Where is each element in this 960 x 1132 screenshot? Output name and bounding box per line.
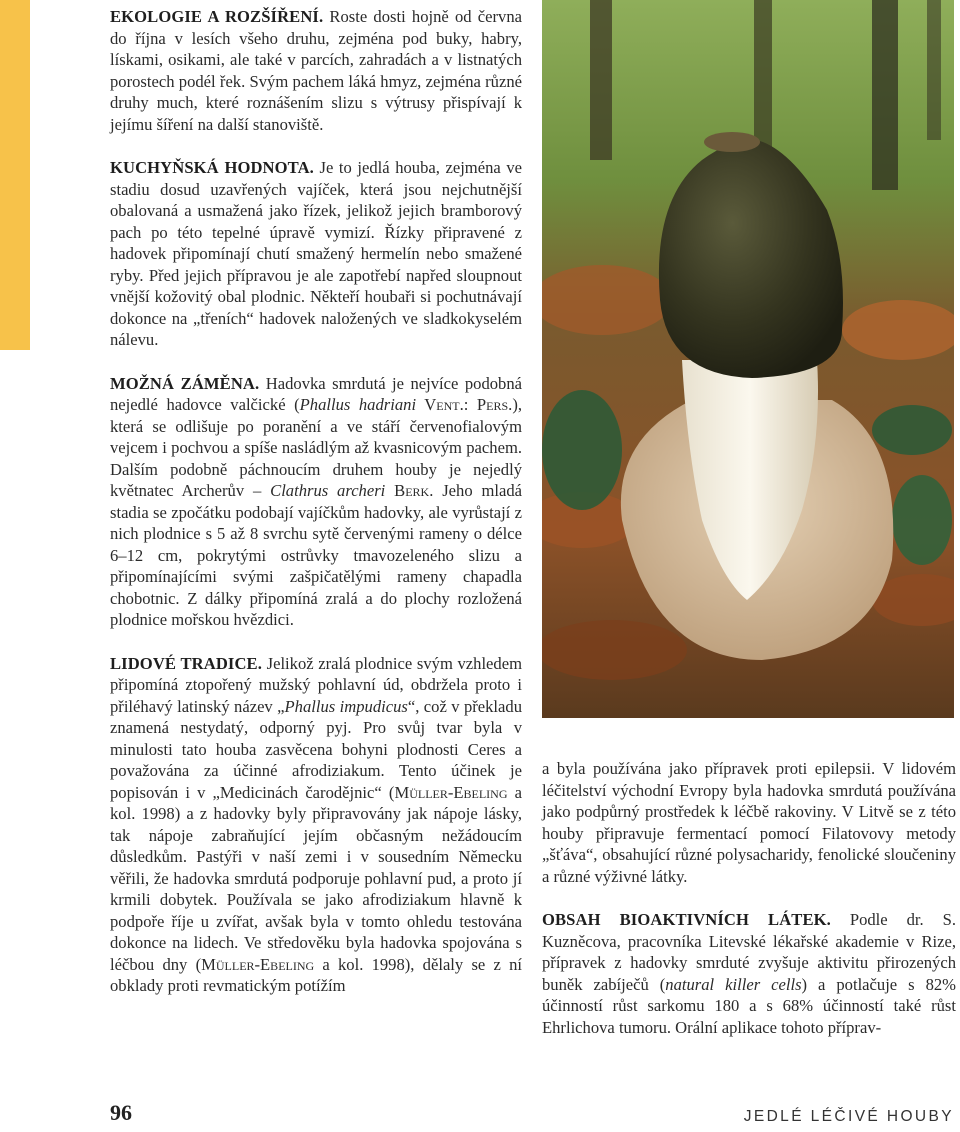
tradition-heading: LIDOVÉ TRADICE. <box>110 653 262 673</box>
yellow-accent-bar <box>0 0 30 350</box>
stinkhorn-mushroom-photo <box>542 0 954 718</box>
confusion-text-2: ), která se odlišuje po poranění a ve stáří červenofialovým vejcem i pochvou a spíše nasládlým až kvasnicovým pachem. Dalším podobně páchnoucím druhem houby je nejedlý květnatec Archerův – <box>110 395 522 500</box>
running-title: JEDLÉ LÉČIVÉ HOUBY <box>743 1108 954 1125</box>
culinary-heading: KUCHYŇSKÁ HODNOTA. <box>110 158 314 177</box>
right-column <box>542 758 956 1060</box>
bioactive-text-1: Podle dr. S. Kuzněcova, pracovníka Litevské lékařské akademie v Rize, přípravek z hadovky smrduté zvyšuje aktivitu přirozených buněk zabíječů ( <box>542 910 956 994</box>
mushroom-illustration <box>542 0 954 718</box>
section-bioactive <box>542 909 956 1038</box>
tradition-text-3: a kol. 1998) a z hadovky byly připravovány jak nápoje lásky, tak nápoje zabraňující jejím občasným nežádoucím důsledkům. Pastýři v naší zemi i v sousedním Německu věřili, že hadovka smrdutá podporuje pohlavní pud, a proto jí krmili dobytek. Používala se jako afrodiziakum hlavně k podpoře říje u zvířat, avšak byla v tomto ohledu testována dokonce na lidech. Ve středověku byla hadovka spojována s léčbou dny ( <box>110 782 523 974</box>
bioactive-heading: OBSAH BIOAKTIVNÍCH LÁTEK. <box>542 910 831 929</box>
ecology-text: Roste dosti hojně od června do října v lesích všeho druhu, zejména pod buky, habry, lískami, osikami, ale také v parcích, zahradách a v listnatých porostech podél řek. Svým pachem láká hmyz, zejména různé druhy much, které roznášením slizu s výtrusy přispívají k jejímu šíření na další stanoviště. <box>110 7 522 134</box>
section-culinary <box>110 157 522 351</box>
citation-muller-ebeling-1: Müller-Ebeling <box>394 782 508 802</box>
section-tradition-continued <box>542 758 956 887</box>
confusion-text-3: Jeho mladá stadia se zpočátku podobají vajíčkům hadovky, ale vyrůstají z nich plodnice s 5 až 8 svrchu sytě červenými rameny o délce 6–12 cm, pokrytými ostrůvky tmavozeleného slizu a připomínajícími svými zašpičatělými rameny chapadla chobotnic. Z dálky připomíná zralá a do plochy rozložená plodnice mořskou hvězdici. <box>110 481 522 629</box>
ecology-heading: EKOLOGIE A ROZŠÍŘENÍ. <box>110 7 324 26</box>
tradition-continued-text: a byla používána jako přípravek proti epilepsii. V lidovém léčitelství východní Evropy byla hadovka smrdutá používána jako podpůrný prostředek k léčbě rakoviny. V Litvě se z této houby připravuje fermentací pomocí Filatovovy metody „šťáva“, obsahující různé polysacharidy, fenolické sloučeniny a různé výživné látky. <box>542 759 956 886</box>
tradition-text-2: “, což v překladu znamená nestydatý, odporný pyj. Pro svůj tvar byla v minulosti tato houba zasvěcena bohyni plodnosti Ceres a považována za účinné afrodiziakum. Tento účinek je popisován i v „Medicinách čarodějnic“ ( <box>110 696 522 802</box>
left-column <box>110 6 522 1019</box>
section-tradition <box>110 653 522 997</box>
tradition-text-1: Jelikož zralá plodnice svým vzhledem připomíná ztopořený mužský pohlavní úd, obdržela proto i přiléhavý latinský název „ <box>110 653 522 716</box>
confusion-text-1: Hadovka smrdutá je nejvíce podobná nejedlé hadovce valčické ( <box>110 373 523 414</box>
latin-name-clathrus-archeri: Clathrus archeri <box>270 481 386 500</box>
section-ecology <box>110 6 522 135</box>
tradition-text-4: a kol. 1998), dělaly se z ní obklady proti revmatickým potížím <box>110 954 522 995</box>
page-number: 96 <box>110 1100 132 1125</box>
author-vent-pers: Vent.: Pers. <box>416 395 513 414</box>
confusion-heading: MOŽNÁ ZÁMĚNA. <box>110 373 260 393</box>
section-confusion <box>110 373 522 631</box>
bioactive-text-2: ) a potlačuje s 82% účinností růst sarkomu 180 a s 68% účinností také růst Ehrlichova tumoru. Orální aplikace tohoto příprav- <box>542 974 956 1037</box>
natural-killer-cells-term: natural killer cells <box>665 974 802 994</box>
author-berk: Berk. <box>385 481 434 500</box>
culinary-text: Je to jedlá houba, zejména ve stadiu dosud uzavřených vajíček, která jsou nejchutnější obalovaná a usmažená jako řízek, jelikož jejich bramborový pach po této tepelné úpravě vymizí. Řízky připravené z hadovek připomínají chutí smažený hermelín nebo smažené ryby. Před jejich přípravou je ale zapotřebí napřed sloupnout vnější kožovitý obal plodnic. Někteří houbaři si pochutnávají dokonce na „třeních“ hadovek naložených ve sladkokyselém nálevu. <box>110 158 522 349</box>
latin-name-phallus-impudicus: Phallus impudicus <box>284 696 408 716</box>
citation-muller-ebeling-2: Müller-Ebeling <box>201 954 315 974</box>
latin-name-phallus-hadriani: Phallus hadriani <box>299 395 417 414</box>
